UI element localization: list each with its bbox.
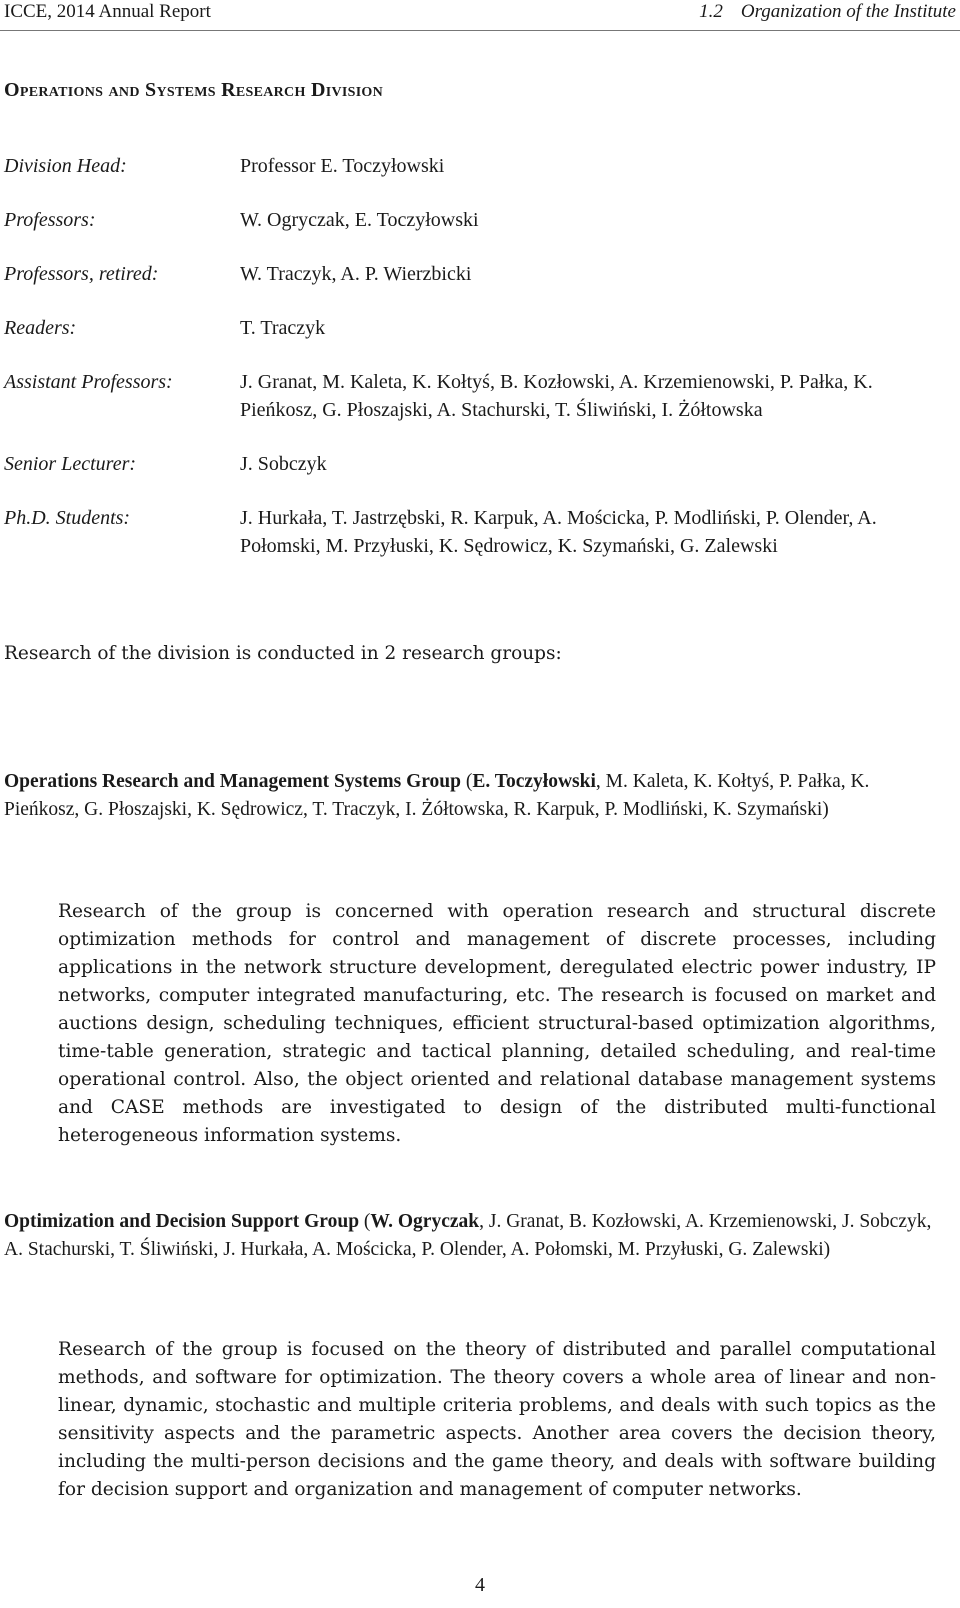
group-head: W. Ogryczak [370,1211,480,1232]
research-intro: Research of the division is conducted in 2 research groups: [4,643,562,664]
staff-row-professors-retired [4,260,956,288]
staff-names: W. Traczyk, A. P. Wierzbicki [240,263,472,285]
division-title: Operations and Systems Research Division [4,79,384,101]
group-name: Optimization and Decision Support Group [4,1211,360,1232]
staff-role: Professors, retired: [4,263,159,285]
group-members: J. Granat, B. Kozłowski, A. Krzemienowski, J. Sobczyk, A. Stachurski, T. Śliwiński, J. Hurkała, A. Mościcka, P. Olender, A. Połomski, M. Przyłuski, G. Zalewski [4,1211,932,1260]
staff-names: W. Ogryczak, E. Toczyłowski [240,209,479,231]
header-rule [0,30,960,31]
running-header-section [699,0,956,24]
staff-row-professors [4,206,956,234]
staff-role: Readers: [4,317,77,339]
group-heading-ods: Optimization and Decision Support Group (W. Ogryczak, J. Granat, B. Kozłowski, A. Krzemienowski, J. Sobczyk, A. Stachurski, T. Śliwiński, J. Hurkała, A. Mościcka, P. Olender, A. Połomski, M. Przyłuski, G. Zalewski) [4,1211,932,1260]
staff-row-readers [4,314,956,342]
staff-role: Assistant Professors: [4,371,173,393]
staff-role: Division Head: [4,155,127,177]
running-header-title: ICCE, 2014 Annual Report [4,1,211,22]
staff-names: T. Traczyk [240,317,326,339]
group-head: E. Toczyłowski [472,771,596,792]
group-description-or: Research of the group is concerned with operation research and structural discrete optimization methods for control and management of discrete processes, including applications in the network structure development, deregulated electric power industry, IP networks, computer integrated manufacturing, etc. The research is focused on market and auctions design, scheduling techniques, efficient structural-based optimization algorithms, time-table generation, strategic and tactical planning, detailed scheduling, and real-time operational control. Also, the object oriented and relational database management systems and CASE methods are investigated to design of the distributed multi-functional heterogeneous information systems. [58,901,936,1146]
staff-names: J. Granat, M. Kaleta, K. Kołtyś, B. Kozłowski, A. Krzemienowski, P. Pałka, K. Pieńkosz, G. Płoszajski, A. Stachurski, T. Śliwiński, I. Żółtowska [240,371,873,421]
staff-row-senior-lecturer [4,450,956,478]
staff-role: Senior Lecturer: [4,453,137,475]
group-description-ods: Research of the group is focused on the theory of distributed and parallel computational methods, and software for optimization. The theory covers a whole area of linear and non-linear, dynamic, stochastic and multiple criteria problems, and deals with such topics as the sensitivity aspects and the parametric aspects. Another area covers the decision theory, including the multi-person decisions and the game theory, and deals with software building for decision support and organization and management of computer networks. [58,1339,936,1500]
staff-names: Professor E. Toczyłowski [240,155,445,177]
group-members: M. Kaleta, K. Kołtyś, P. Pałka, K. Pieńkosz, G. Płoszajski, K. Sędrowicz, T. Traczyk, I. Żółtowska, R. Karpuk, P. Modliński, K. Szymański [4,771,870,820]
section-title: Organization of the Institute [740,1,956,22]
staff-row-division-head [4,152,956,180]
staff-names: J. Sobczyk [240,453,327,475]
staff-role: Professors: [4,209,96,231]
staff-role: Ph.D. Students: [4,507,131,529]
staff-row-phd-students [4,504,956,560]
staff-names: J. Hurkała, T. Jastrzębski, R. Karpuk, A. Mościcka, P. Modliński, P. Olender, A. Połomski, M. Przyłuski, K. Sędrowicz, K. Szymański, G. Zalewski [240,507,877,557]
section-number: 1.2 [699,1,723,22]
page-number: 4 [475,1574,485,1596]
staff-list [4,152,956,586]
staff-row-assistant-professors [4,368,956,424]
group-heading-or: Operations Research and Management Systems Group (E. Toczyłowski, M. Kaleta, K. Kołtyś, P. Pałka, K. Pieńkosz, G. Płoszajski, K. Sędrowicz, T. Traczyk, I. Żółtowska, R. Karpuk, P. Modliński, K. Szymański) [4,771,870,820]
group-name: Operations Research and Management Systems Group [4,771,461,792]
